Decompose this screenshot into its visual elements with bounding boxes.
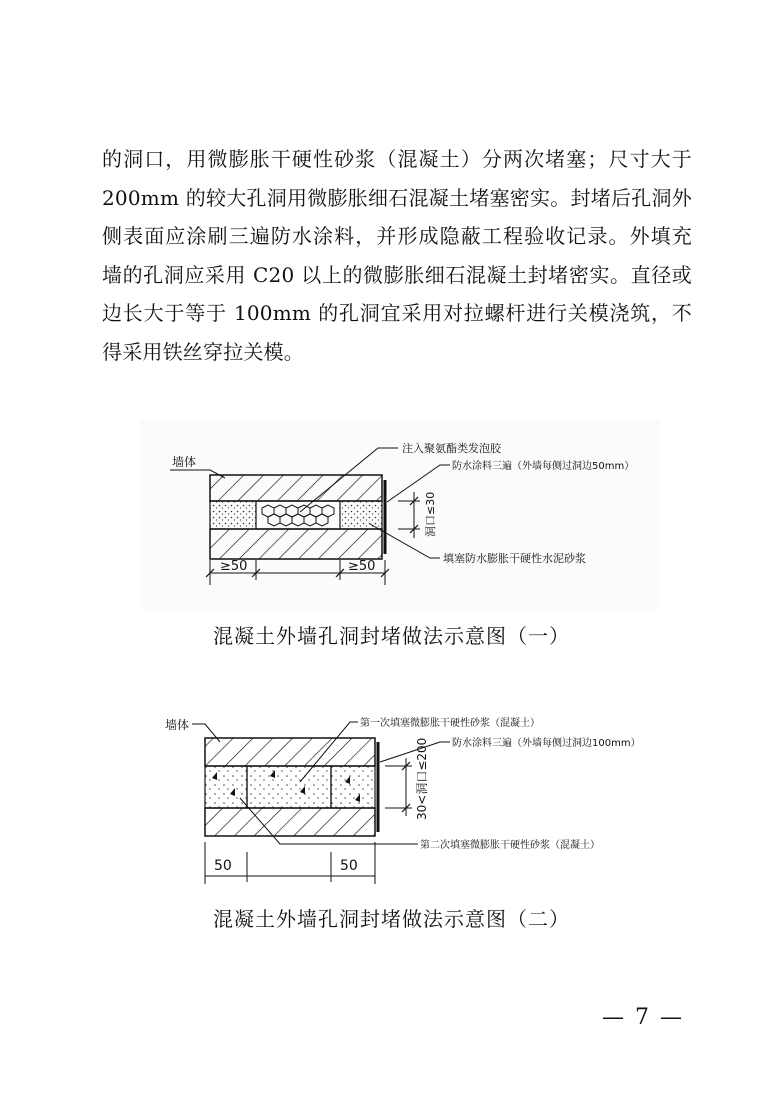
dim-right: ≥50 <box>348 559 376 574</box>
gap-label: 洞口≤30 <box>424 491 437 537</box>
wall-label: 墙体 <box>172 455 197 469</box>
figure-1-caption: 混凝土外墙孔洞封堵做法示意图（一） <box>213 624 570 648</box>
wall-lower <box>205 808 375 836</box>
wall-label: 墙体 <box>165 718 190 732</box>
body-line: 侧表面应涂刷三遍防水涂料，并形成隐蔽工程验收记录。外填充 <box>102 224 692 248</box>
wall-lower <box>210 529 382 559</box>
figure-1-diagram <box>140 420 660 610</box>
mortar-right <box>340 501 382 529</box>
figure-2-caption: 混凝土外墙孔洞封堵做法示意图（二） <box>213 907 570 931</box>
body-line: 得采用铁丝穿拉关模。 <box>102 339 304 364</box>
body-line: 200mm 的较大孔洞用微膨胀细石混凝土堵塞密实。封堵后孔洞外 <box>102 185 692 210</box>
page-number: — 7 — <box>602 1005 684 1030</box>
waterproof-label: 防水涂料三遍（外墙每侧过洞边50mm） <box>452 461 635 472</box>
first-fill-label: 第一次填塞微膨胀干硬性砂浆（混凝土） <box>360 718 540 729</box>
wall-upper <box>205 738 375 766</box>
body-line: 边长大于等于 100mm 的孔洞宜采用对拉螺杆进行关模浇筑，不 <box>102 301 692 325</box>
figure-2-diagram <box>150 702 641 892</box>
gap-label: 30<洞口≤200 <box>415 737 429 820</box>
second-fill-label: 第二次填塞微膨胀干硬性砂浆（混凝土） <box>420 840 600 851</box>
body-line: 的洞口，用微膨胀干硬性砂浆（混凝土）分两次堵塞；尺寸大于 <box>102 147 692 171</box>
foam-label: 注入聚氨酯类发泡胶 <box>402 442 501 455</box>
mortar-left <box>210 501 256 529</box>
dim-left: 50 <box>214 858 232 874</box>
mortar-label: 填塞防水膨胀干硬性水泥砂浆 <box>443 552 586 565</box>
fill-right <box>331 766 375 808</box>
body-paragraph <box>102 140 692 371</box>
dim-left: ≥50 <box>220 559 248 574</box>
fill-left <box>205 766 247 808</box>
waterproof-label: 防水涂料三遍（外墙每侧过洞边100mm） <box>452 738 641 749</box>
body-line: 墙的孔洞应采用 C20 以上的微膨胀细石混凝土封堵密实。直径或 <box>102 262 692 287</box>
wall-upper <box>210 475 382 501</box>
fill-middle <box>247 766 331 808</box>
dim-right: 50 <box>340 858 358 874</box>
